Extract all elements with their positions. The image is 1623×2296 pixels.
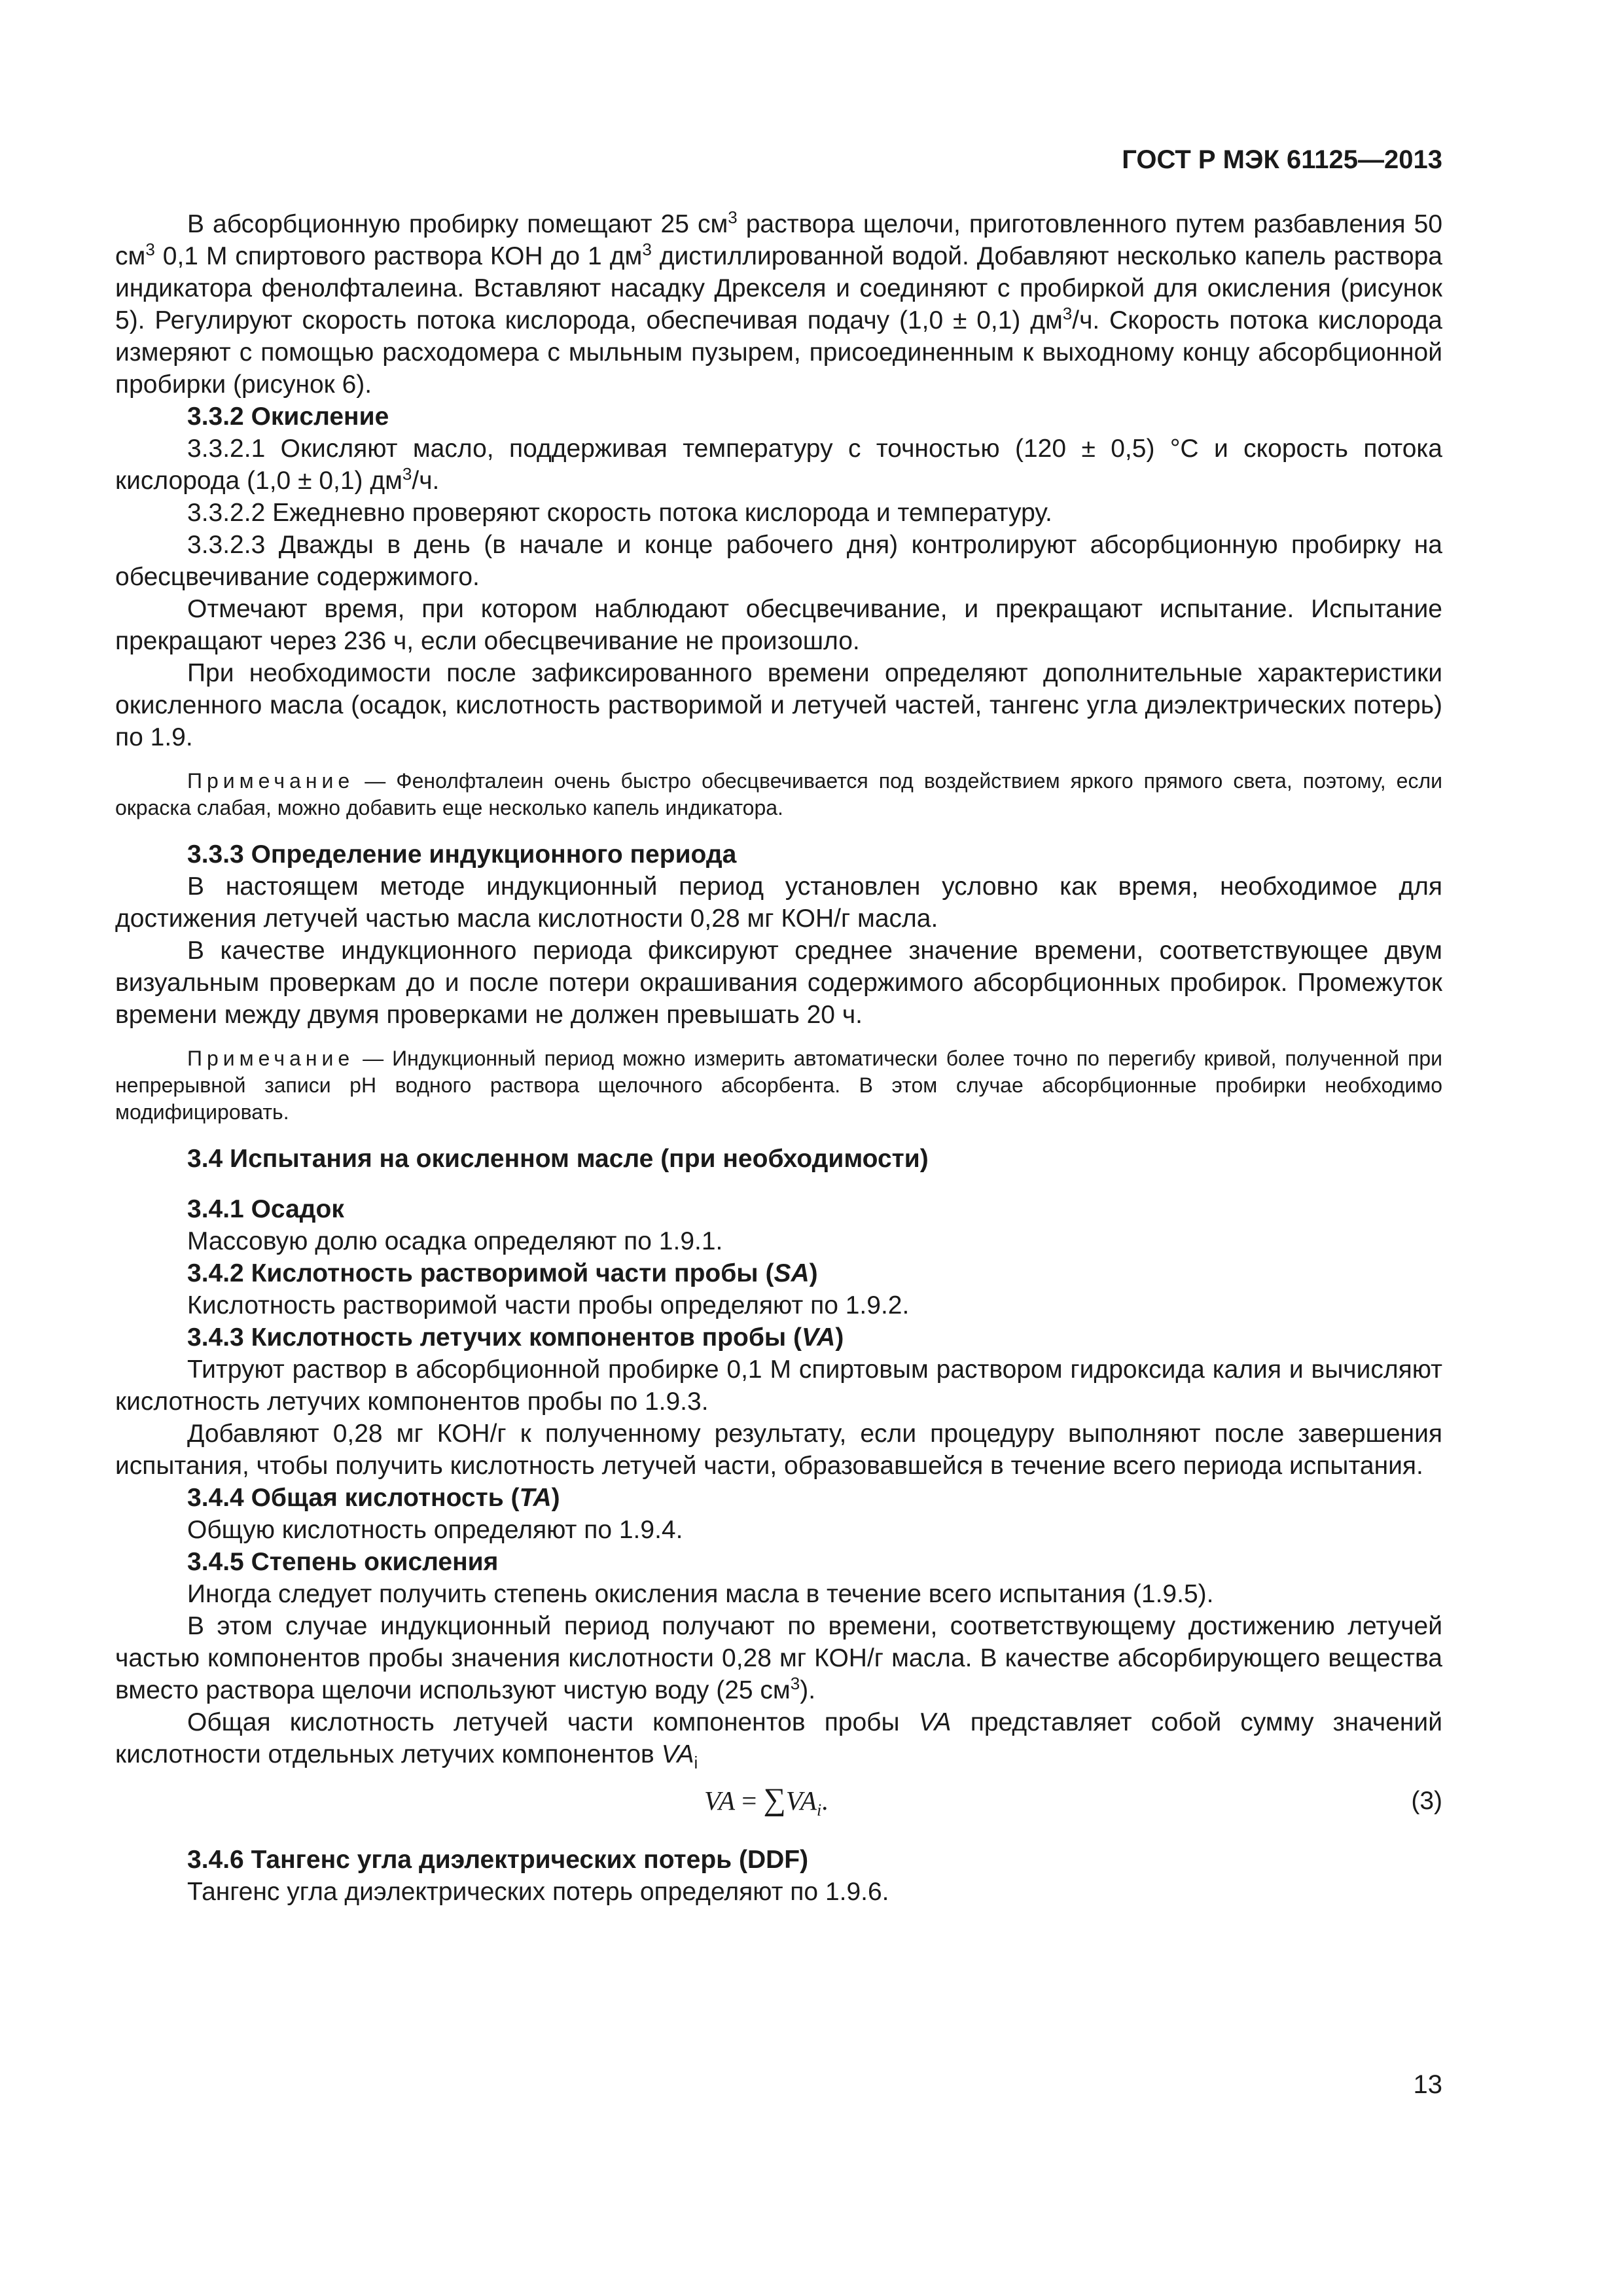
paragraph-mark-time: Отмечают время, при котором наблюдают обесцвечивание, и прекращают испытание. Испытание прекращают через 236 ч, если обесцвечивание не произошло. <box>115 595 1442 655</box>
paragraph-3-4-1: Массовую долю осадка определяют по 1.9.1. <box>187 1227 723 1255</box>
standard-header: ГОСТ Р МЭК 61125—2013 <box>1122 145 1442 174</box>
heading-3-4-3: 3.4.3 Кислотность летучих компонентов пробы (VA) <box>187 1323 844 1352</box>
heading-3-3-3: 3.3.3 Определение индукционного периода <box>187 840 737 869</box>
formula-expression: VA = $\sum VA_i$. <box>704 1782 829 1820</box>
paragraph-3-4-5-a: Иногда следует получить степень окисления масла в течение всего испытания (1.9.5). <box>187 1580 1214 1608</box>
note-label: Примечание <box>187 769 355 793</box>
paragraph-3-4-6: Тангенс угла диэлектрических потерь определяют по 1.9.6. <box>187 1878 889 1906</box>
heading-3-4: 3.4 Испытания на окисленном масле (при необходимости) <box>187 1145 929 1173</box>
paragraph-extra-characteristics: При необходимости после зафиксированного времени определяют дополнительные характеристики окисленного масла (осадок, кислотность растворимой и летучей частей, тангенс угла диэлектрических потерь) по 1.9. <box>115 659 1442 751</box>
paragraph-3-3-2-3: 3.3.2.3 Дважды в день (в начале и конце рабочего дня) контролируют абсорбционную пробирку на обесцвечивание содержимого. <box>115 531 1442 591</box>
heading-3-4-2: 3.4.2 Кислотность растворимой части пробы (SA) <box>187 1259 818 1287</box>
note-label: Примечание <box>187 1047 355 1070</box>
heading-3-4-6: 3.4.6 Тангенс угла диэлектрических потерь (DDF) <box>187 1846 809 1874</box>
heading-3-3-2: 3.3.2 Окисление <box>187 403 389 431</box>
note-1: Примечание — Фенолфталеин очень быстро обесцвечивается под воздействием яркого прямого света, поэтому, если окраска слабая, можно добавить еще несколько капель индикатора. <box>115 769 1442 819</box>
paragraph-3-3-2-1: 3.3.2.1 Окисляют масло, поддерживая температуру с точностью (120 ± 0,5) °С и скорость потока кислорода (1,0 ± 0,1) $дм^3/ч$. <box>115 435 1442 495</box>
formula-number: (3) <box>1411 1787 1442 1815</box>
paragraph-3-3-3-a: В настоящем методе индукционный период установлен условно как время, необходимое для достижения летучей частью масла кислотности 0,28 мг КОН/г масла. <box>115 872 1442 933</box>
heading-3-4-1: 3.4.1 Осадок <box>187 1195 344 1223</box>
page-number: 13 <box>1413 2070 1442 2099</box>
paragraph-absorption-tube: В абсорбционную пробирку помещают 25 $см^3$ раствора щелочи, приготовленного путем разбавления 50 $см^3$ 0,1 М спиртового раствора КОН до 1 $дм^3$ дистиллированной водой. Добавляют несколько капель раствора индикатора фенолфталеина. Вставляют насадку Дрекселя и соединяют с пробиркой для окисления (рисунок 5). Регулируют скорость потока кислорода, обеспечивая подачу (1,0 ± 0,1) $дм^3/ч$. Скорость потока кислорода измеряют с помощью расходомера с мыльным пузырем, присоединенным к выходному концу абсорбционной пробирки (рисунок 6). <box>115 207 1443 399</box>
paragraph-3-4-4: Общую кислотность определяют по 1.9.4. <box>187 1516 683 1544</box>
paragraph-3-4-5-b: В этом случае индукционный период получают по времени, соответствующему достижению летучей частью компонентов пробы значения кислотности 0,28 мг КОН/г масла. В качестве абсорбирующего вещества вместо раствора щелочи используют чистую воду (25 $см^3$). <box>115 1612 1442 1704</box>
formula-3 <box>115 1776 1442 1825</box>
paragraph-3-4-5-c: Общая кислотность летучей части компонентов пробы VA представляет собой сумму значений кислотности отдельных летучих компонентов $VA_i$ <box>115 1708 1442 1772</box>
document-body <box>115 208 1442 1908</box>
paragraph-3-3-3-b: В качестве индукционного периода фиксируют среднее значение времени, соответствующее двум визуальным проверкам до и после потери окрашивания содержимого абсорбционных пробирок. Промежуток времени между двумя проверками не должен превышать 20 ч. <box>115 937 1442 1029</box>
heading-3-4-4: 3.4.4 Общая кислотность (TA) <box>187 1484 560 1512</box>
paragraph-3-4-3-a: Титруют раствор в абсорбционной пробирке 0,1 М спиртовым раствором гидроксида калия и вычисляют кислотность летучих компонентов пробы по 1.9.3. <box>115 1355 1442 1416</box>
heading-3-4-5: 3.4.5 Степень окисления <box>187 1548 499 1576</box>
paragraph-3-4-2: Кислотность растворимой части пробы определяют по 1.9.2. <box>187 1291 910 1319</box>
paragraph-3-3-2-2: 3.3.2.2 Ежедневно проверяют скорость потока кислорода и температуру. <box>187 499 1052 527</box>
paragraph-3-4-3-b: Добавляют 0,28 мг КОН/г к полученному результату, если процедуру выполняют после завершения испытания, чтобы получить кислотность летучей части, образовавшейся в течение всего периода испытания. <box>115 1420 1442 1480</box>
note-2: Примечание — Индукционный период можно измерить автоматически более точно по перегибу кривой, полученной при непрерывной записи рН водного раствора щелочного абсорбента. В этом случае абсорбционные пробирки необходимо модифицировать. <box>115 1047 1442 1124</box>
